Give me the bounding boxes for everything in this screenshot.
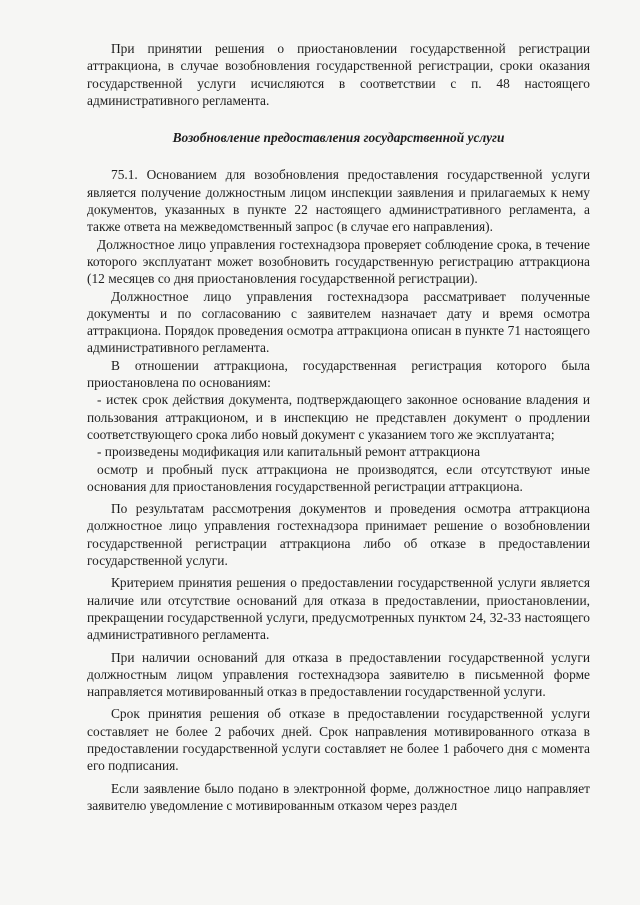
list-item-expired-document: - истек срок действия документа, подтверждающего законное основание владения и пользования аттракционом, и в инспекцию не представлен документ о продлении соответствующего срока либо новый документ с указанием того же эксплуатанта; (87, 392, 590, 442)
paragraph-review-results: По результатам рассмотрения документов и проведения осмотра аттракциона должностное лицо управления гостехнадзора принимает решение о возобновлении государственной регистрации аттракциона либо об отказе в предоставлении государственной услуги. (87, 501, 590, 569)
section-heading: Возобновление предоставления государственной услуги (172, 130, 505, 146)
paragraph-no-inspection: осмотр и пробный пуск аттракциона не производятся, если отсутствуют иные основания для приостановления государственной регистрации аттракциона. (87, 461, 590, 494)
list-item-modification: - произведены модификация или капитальный ремонт аттракциона (97, 444, 481, 460)
paragraph-suspension-note: При принятии решения о приостановлении государственной регистрации аттракциона, в случае возобновления государственной регистрации, сроки оказания государственной услуги исчисляются в соответствии с п. 48 настоящего административного регламента. (87, 41, 590, 108)
paragraph-75-1: 75.1. Основанием для возобновления предоставления государственной услуги является получение должностным лицом инспекции заявления и прилагаемых к нему документов, указанных в пункте 22 настоящего административного регламента, а также ответа на межведомственный запрос (в случае его направления). (87, 167, 590, 235)
paragraph-inspection-schedule: Должностное лицо управления гостехнадзора рассматривает полученные документы и по согласованию с заявителем назначает дату и время осмотра аттракциона. Порядок проведения осмотра аттракциона описан в пункте 71 настоящего административного регламента. (87, 288, 590, 356)
paragraph-refusal-deadline: Срок принятия решения об отказе в предоставлении государственной услуги составляет не более 2 рабочих дней. Срок направления мотивированного отказа в предоставлении государственной услуги составляет не более 1 рабочего дня с момента его подписания. (87, 706, 590, 774)
paragraph-decision-criteria: Критерием принятия решения о предоставлении государственной услуги является наличие или отсутствие оснований для отказа в предоставлении, приостановлении, прекращении государственной услуги, предусмотренных пунктом 24, 32-33 настоящего административного регламента. (87, 575, 590, 643)
paragraph-suspension-grounds: В отношении аттракциона, государственная регистрация которого была приостановлена по основаниям: (87, 357, 590, 391)
paragraph-deadline-check: Должностное лицо управления гостехнадзора проверяет соблюдение срока, в течение которого эксплуатант может возобновить государственную регистрацию аттракциона (12 месяцев со дня приостановления государственной регистрации). (87, 236, 590, 287)
paragraph-electronic-notice: Если заявление было подано в электронной форме, должностное лицо направляет заявителю уведомление с мотивированным отказом через раздел (87, 780, 590, 813)
paragraph-refusal: При наличии оснований для отказа в предоставлении государственной услуги должностным лицом управления гостехнадзора заявителю в письменной форме направляется мотивированный отказ в предоставлении государственной услуги. (87, 649, 590, 700)
